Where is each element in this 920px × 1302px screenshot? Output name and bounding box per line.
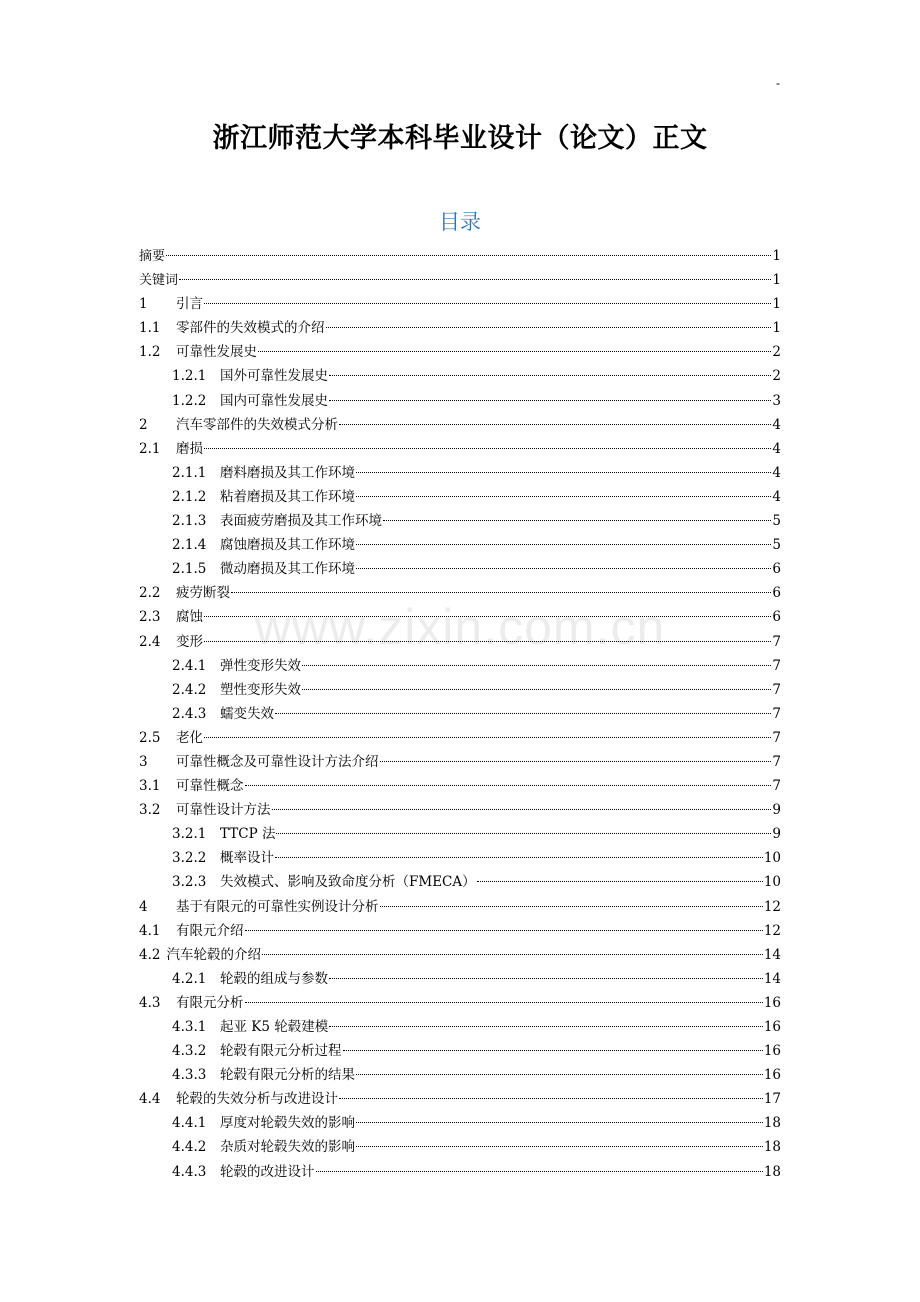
toc-entry[interactable] — [139, 244, 781, 268]
toc-entry-number: 2.1 — [139, 440, 161, 457]
toc-entry-label: 粘着磨损及其工作环境 — [220, 488, 355, 505]
toc-dot-leader — [380, 906, 763, 907]
toc-entry-label: 轮毂的失效分析与改进设计 — [176, 1091, 338, 1108]
toc-dot-leader — [204, 448, 771, 449]
toc-dot-leader — [245, 930, 763, 931]
toc-entry-page: 4 — [772, 464, 781, 481]
toc-entry-page: 1 — [772, 272, 781, 289]
toc-entry-page: 7 — [772, 705, 781, 722]
toc-entry-label: 磨损 — [176, 440, 203, 457]
toc-entry[interactable] — [139, 846, 781, 870]
toc-dot-leader — [329, 375, 771, 376]
toc-entry[interactable] — [139, 509, 781, 533]
toc-entry-label: 微动磨损及其工作环境 — [220, 561, 355, 578]
toc-entry-page: 6 — [772, 561, 781, 578]
toc-dot-leader — [166, 255, 771, 256]
toc-entry-number: 1.1 — [139, 320, 161, 337]
toc-entry[interactable] — [139, 774, 781, 798]
toc-entry-number: 4.4.1 — [172, 1115, 207, 1132]
toc-dot-leader — [276, 833, 771, 834]
toc-entry-page: 12 — [763, 922, 781, 939]
toc-entry-page: 9 — [772, 826, 781, 843]
toc-entry[interactable] — [139, 1111, 781, 1135]
toc-entry[interactable] — [139, 364, 781, 388]
toc-dot-leader — [380, 761, 772, 762]
toc-entry-number: 4.3 — [139, 994, 161, 1011]
toc-entry-number: 2.1.3 — [172, 513, 207, 530]
toc-entry[interactable] — [139, 1015, 781, 1039]
toc-entry-number: 2.3 — [139, 609, 161, 626]
toc-entry-label: 可靠性概念 — [176, 778, 244, 795]
toc-entry-label: 塑性变形失效 — [220, 681, 301, 698]
toc-entry-label: 厚度对轮毂失效的影响 — [220, 1115, 355, 1132]
toc-entry-number: 2.1.1 — [172, 464, 207, 481]
toc-entry-number: 4.2 — [139, 946, 161, 963]
toc-entry-page: 5 — [772, 537, 781, 554]
toc-entry-number: 4.1 — [139, 922, 161, 939]
toc-dot-leader — [343, 1050, 763, 1051]
toc-entry[interactable] — [139, 991, 781, 1015]
toc-entry-page: 6 — [772, 609, 781, 626]
toc-entry-number: 1.2 — [139, 344, 161, 361]
toc-entry-label: 腐蚀磨损及其工作环境 — [220, 537, 355, 554]
toc-entry-number: 4.3.2 — [172, 1043, 207, 1060]
toc-entry-page: 10 — [763, 874, 781, 891]
toc-entry[interactable] — [139, 533, 781, 557]
toc-entry-page: 4 — [772, 488, 781, 505]
toc-entry-number: 2.4 — [139, 633, 161, 650]
toc-entry[interactable] — [139, 943, 781, 967]
toc-entry-page: 2 — [772, 344, 781, 361]
toc-dot-leader — [204, 641, 771, 642]
toc-entry[interactable] — [139, 340, 781, 364]
toc-entry-number: 3.2.3 — [172, 874, 207, 891]
toc-entry-number: 1.2.1 — [172, 368, 207, 385]
toc-entry-page: 7 — [772, 657, 781, 674]
toc-entry-number: 4.3.1 — [172, 1019, 207, 1035]
toc-entry-number: 2.4.1 — [172, 657, 207, 674]
toc-entry-label: 关键词 — [139, 273, 179, 289]
toc-entry-label: 摘要 — [139, 249, 166, 264]
toc-dot-leader — [258, 351, 771, 352]
toc-dot-leader — [477, 881, 763, 882]
toc-entry-label: 汽车零部件的失效模式分析 — [176, 416, 338, 433]
toc-entry-number: 2.5 — [139, 729, 161, 746]
toc-entry[interactable] — [139, 726, 781, 750]
toc-entry-page: 7 — [772, 753, 781, 770]
toc-entry-page: 1 — [772, 320, 781, 337]
toc-entry[interactable] — [139, 316, 781, 340]
toc-entry-number: 4 — [139, 898, 148, 915]
toc-entry[interactable] — [139, 413, 781, 437]
toc-entry-number: 2.1.4 — [172, 537, 207, 554]
toc-entry-number: 2.1.5 — [172, 561, 207, 578]
toc-entry-number: 4.4 — [139, 1091, 161, 1108]
toc-entry-page: 16 — [763, 1067, 781, 1084]
toc-dot-leader — [383, 520, 771, 521]
toc-entry-label: 杂质对轮毂失效的影响 — [220, 1139, 355, 1156]
toc-entry-number: 3.2.2 — [172, 850, 207, 867]
toc-entry-label: 变形 — [176, 633, 203, 650]
toc-entry[interactable] — [139, 870, 781, 894]
toc-entry-number: 3 — [139, 753, 148, 770]
toc-entry[interactable] — [139, 437, 781, 461]
table-of-contents — [139, 244, 781, 1184]
toc-entry[interactable] — [139, 895, 781, 919]
toc-entry[interactable] — [139, 1087, 781, 1111]
toc-dot-leader — [339, 1098, 763, 1099]
toc-dot-leader — [329, 978, 763, 979]
toc-entry-page: 2 — [772, 368, 781, 385]
toc-entry-page: 16 — [763, 994, 781, 1011]
toc-entry[interactable] — [139, 605, 781, 629]
toc-entry[interactable] — [139, 678, 781, 702]
toc-entry-page: 16 — [763, 1043, 781, 1060]
toc-entry[interactable] — [139, 389, 781, 413]
toc-entry[interactable] — [139, 461, 781, 485]
toc-entry-number: 3.1 — [139, 778, 161, 795]
toc-entry-label: 基于有限元的可靠性实例设计分析 — [176, 898, 379, 915]
toc-entry-label: 蠕变失效 — [220, 705, 274, 722]
toc-entry-page: 12 — [763, 898, 781, 915]
toc-entry-page: 9 — [772, 802, 781, 819]
toc-dot-leader — [204, 616, 771, 617]
toc-entry-number: 2.4.3 — [172, 705, 207, 722]
toc-entry-page: 4 — [772, 416, 781, 433]
toc-entry[interactable] — [139, 967, 781, 991]
toc-entry-number: 4.4.2 — [172, 1139, 207, 1156]
toc-entry-label: 轮毂的改进设计 — [220, 1163, 315, 1180]
toc-entry-label: 失效模式、影响及致命度分析（FMECA） — [220, 874, 476, 891]
toc-entry[interactable] — [139, 292, 781, 316]
page-corner-mark: - — [776, 76, 780, 90]
toc-entry[interactable] — [139, 654, 781, 678]
toc-entry-label: 弹性变形失效 — [220, 657, 301, 674]
toc-entry-number: 4.4.3 — [172, 1163, 207, 1180]
toc-dot-leader — [356, 496, 771, 497]
toc-entry-label: 磨料磨损及其工作环境 — [220, 464, 355, 481]
toc-entry-number: 2.2 — [139, 585, 161, 602]
toc-dot-leader — [262, 954, 763, 955]
toc-entry[interactable] — [139, 1039, 781, 1063]
toc-entry-label: 零部件的失效模式的介绍 — [176, 320, 325, 337]
toc-entry[interactable] — [139, 750, 781, 774]
toc-entry[interactable] — [139, 1135, 781, 1159]
toc-entry[interactable] — [139, 557, 781, 581]
toc-entry-label: 起亚 K5 轮毂建模 — [220, 1019, 329, 1035]
toc-entry-page: 3 — [772, 392, 781, 409]
toc-entry-label: 轮毂有限元分析的结果 — [220, 1067, 355, 1084]
toc-entry-number: 1.2.2 — [172, 392, 207, 409]
toc-entry[interactable] — [139, 1063, 781, 1087]
toc-entry-number: 4.3.3 — [172, 1067, 207, 1084]
toc-entry-page: 5 — [772, 513, 781, 530]
toc-entry-label: 轮毂的组成与参数 — [220, 970, 328, 987]
document-title: 浙江师范大学本科毕业设计（论文）正文 — [212, 123, 708, 154]
toc-entry-label: 老化 — [176, 729, 203, 746]
toc-dot-leader — [275, 857, 763, 858]
toc-entry[interactable] — [139, 798, 781, 822]
toc-dot-leader — [272, 809, 772, 810]
toc-entry-page: 18 — [763, 1139, 781, 1156]
toc-entry-label: 腐蚀 — [176, 609, 203, 626]
toc-entry-page: 14 — [763, 970, 781, 987]
toc-entry[interactable] — [139, 702, 781, 726]
toc-dot-leader — [356, 1122, 763, 1123]
toc-entry-page: 16 — [763, 1019, 781, 1035]
toc-dot-leader — [302, 689, 771, 690]
toc-entry-number: 2.4.2 — [172, 681, 207, 698]
watermark: www.zixin.com.cn — [254, 599, 666, 655]
toc-entry[interactable] — [139, 919, 781, 943]
toc-entry-label: TTCP 法 — [220, 826, 276, 843]
toc-entry[interactable] — [139, 485, 781, 509]
toc-entry-page: 7 — [772, 633, 781, 650]
toc-dot-leader — [339, 424, 771, 425]
toc-entry-page: 18 — [763, 1163, 781, 1180]
toc-entry-page: 10 — [763, 850, 781, 867]
toc-entry-label: 可靠性概念及可靠性设计方法介绍 — [176, 753, 379, 770]
toc-entry[interactable] — [139, 1160, 781, 1184]
toc-entry-number: 4.2.1 — [172, 970, 207, 987]
toc-entry-label: 可靠性设计方法 — [176, 802, 271, 819]
toc-entry-page: 18 — [763, 1115, 781, 1132]
toc-dot-leader — [329, 1026, 763, 1027]
toc-entry-number: 3.2 — [139, 802, 161, 819]
toc-entry-label: 表面疲劳磨损及其工作环境 — [220, 513, 382, 530]
toc-title: 目录 — [439, 210, 481, 234]
toc-dot-leader — [204, 303, 771, 304]
toc-entry-label: 汽车轮毂的介绍 — [166, 946, 261, 963]
toc-entry-page: 17 — [763, 1091, 781, 1108]
toc-entry[interactable] — [139, 822, 781, 846]
toc-entry-page: 7 — [772, 681, 781, 698]
toc-dot-leader — [204, 737, 771, 738]
toc-entry-label: 有限元分析 — [176, 994, 244, 1011]
toc-entry-label: 轮毂有限元分析过程 — [220, 1043, 342, 1060]
toc-entry-page: 14 — [763, 946, 781, 963]
toc-dot-leader — [356, 544, 771, 545]
toc-entry-page: 1 — [772, 296, 781, 313]
toc-entry-label: 概率设计 — [220, 850, 274, 867]
toc-entry-page: 7 — [772, 729, 781, 746]
toc-dot-leader — [326, 327, 772, 328]
toc-dot-leader — [179, 279, 771, 280]
toc-dot-leader — [356, 1146, 763, 1147]
toc-entry-number: 2.1.2 — [172, 488, 207, 505]
toc-dot-leader — [356, 568, 771, 569]
toc-entry-page: 4 — [772, 440, 781, 457]
toc-entry[interactable] — [139, 581, 781, 605]
toc-dot-leader — [356, 1074, 763, 1075]
toc-entry[interactable] — [139, 630, 781, 654]
toc-entry-label: 引言 — [176, 296, 203, 313]
toc-entry-label: 疲劳断裂 — [176, 585, 230, 602]
toc-dot-leader — [231, 592, 771, 593]
toc-entry-label: 国外可靠性发展史 — [220, 368, 328, 385]
toc-entry-number: 1 — [139, 296, 148, 313]
toc-dot-leader — [275, 713, 771, 714]
toc-dot-leader — [245, 1002, 763, 1003]
toc-entry-label: 国内可靠性发展史 — [220, 392, 328, 409]
toc-entry-number: 3.2.1 — [172, 826, 207, 843]
toc-entry-page: 1 — [772, 248, 781, 264]
toc-dot-leader — [329, 400, 771, 401]
toc-dot-leader — [302, 665, 771, 666]
toc-entry-number: 2 — [139, 416, 148, 433]
toc-entry-page: 7 — [772, 778, 781, 795]
toc-dot-leader — [245, 785, 772, 786]
toc-entry-label: 有限元介绍 — [176, 922, 244, 939]
toc-entry-page: 6 — [772, 585, 781, 602]
toc-dot-leader — [316, 1171, 763, 1172]
toc-entry[interactable] — [139, 268, 781, 292]
toc-entry-label: 可靠性发展史 — [176, 344, 257, 361]
toc-dot-leader — [356, 472, 771, 473]
